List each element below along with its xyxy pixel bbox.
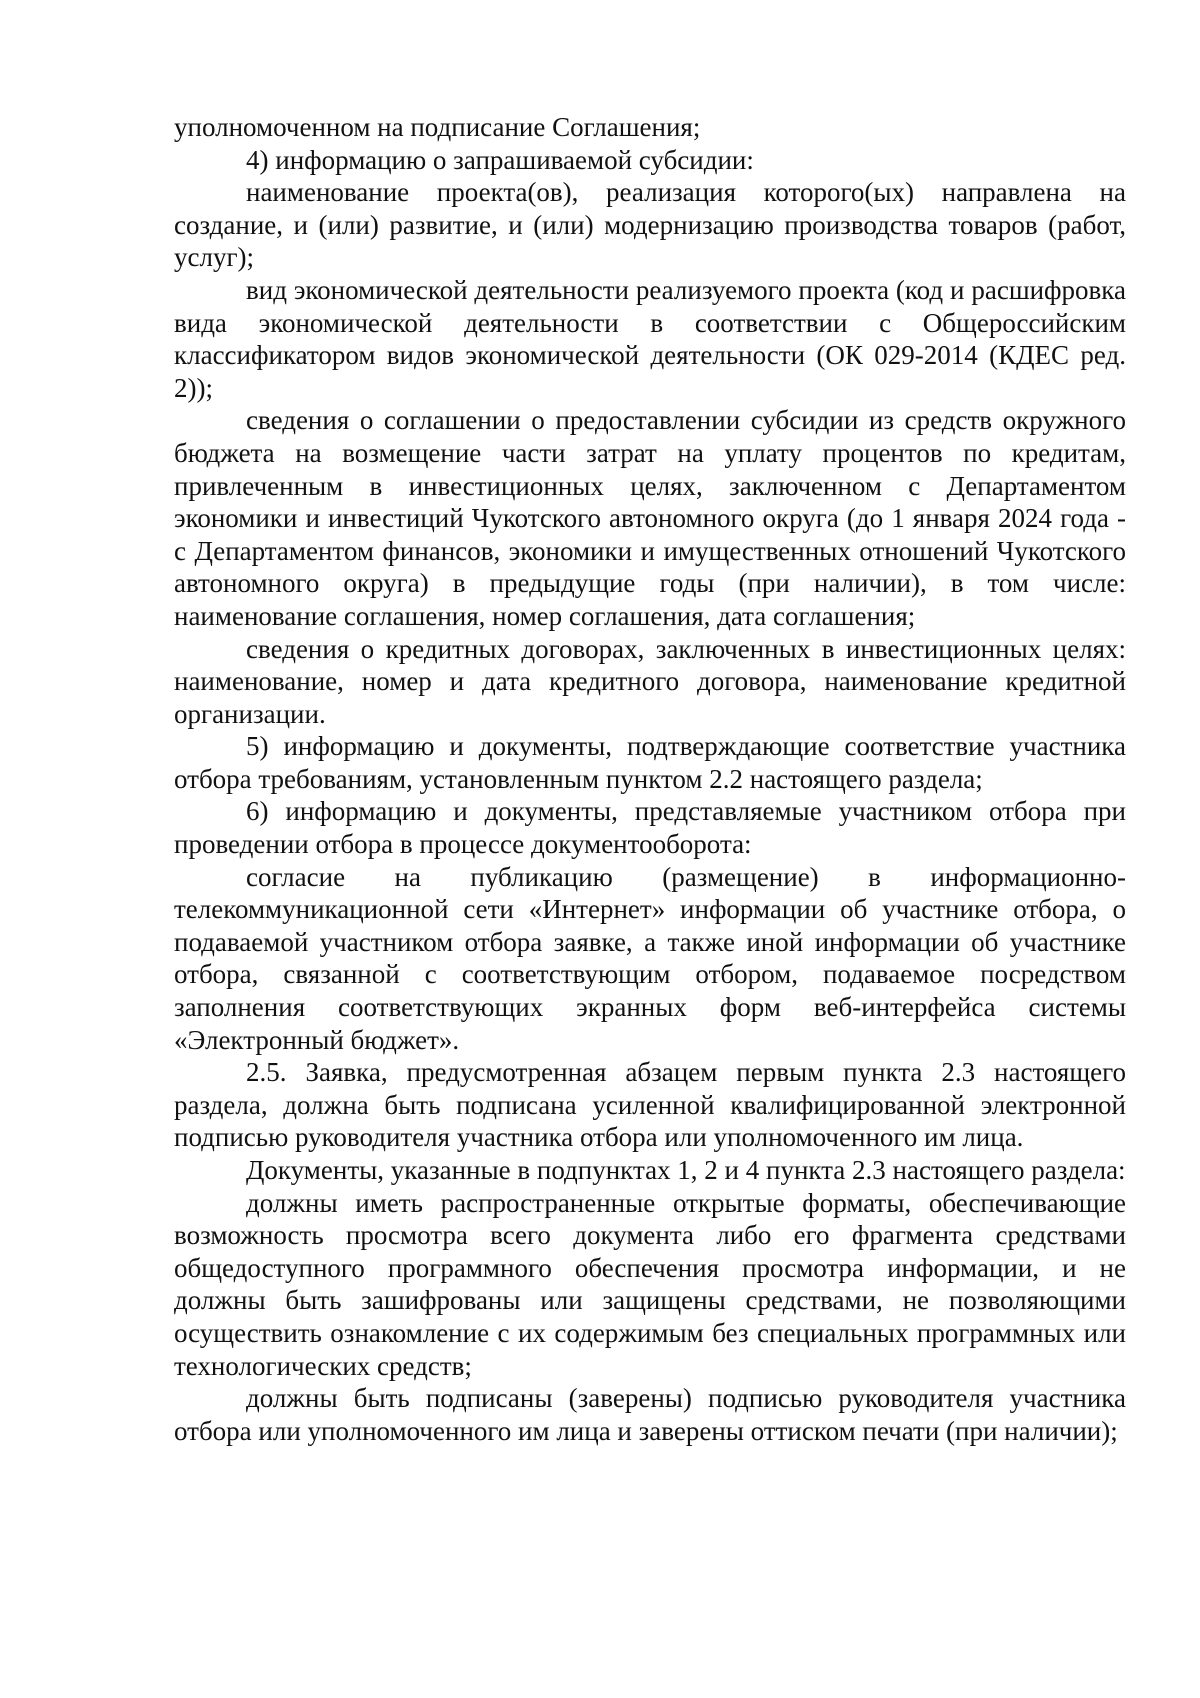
paragraph-formats: должны иметь распространенные открытые форматы, обеспечивающие возможность просмотра всего документа либо его фрагмента средствами общедоступного программного обеспечения просмотра информации, и не должны быть зашифрованы или защищены средствами, не позволяющими осуществить ознакомление с их содержимым без специальных программных или технологических средств; — [174, 1187, 1126, 1381]
paragraph-item-4: 4) информацию о запрашиваемой субсидии: — [246, 144, 754, 175]
paragraph-credit-agreements: сведения о кредитных договорах, заключенных в инвестиционных целях: наименование, номер и дата кредитного договора, наименование кредитной организации. — [174, 633, 1126, 729]
paragraph-item-6: 6) информацию и документы, представляемые участником отбора при проведении отбора в процессе документооборота: — [174, 796, 1126, 860]
paragraph-documents: Документы, указанные в подпунктах 1, 2 и 4 пункта 2.3 настоящего раздела: — [246, 1155, 1126, 1185]
paragraph-activity-type: вид экономической деятельности реализуемого проекта (код и расшифровка вида экономической деятельности в соответствии с Общероссийским классификатором видов экономической деятельности (ОК 029-2014 (КДЕС ред. 2)); — [174, 274, 1126, 403]
paragraph-agreement-info: сведения о соглашении о предоставлении субсидии из средств окружного бюджета на возмещение части затрат на уплату процентов по кредитам, привлеченным в инвестиционных целях, заключенном с Департаментом экономики и инвестиций Чукотского автономного округа (до 1 января 2024 года - с Департаментом финансов, экономики и имущественных отношений Чукотского автономного округа) в предыдущие годы (при наличии), в том числе: наименование соглашения, номер соглашения, дата соглашения; — [174, 405, 1126, 631]
paragraph-continuation: уполномоченном на подписание Соглашения; — [174, 112, 701, 142]
paragraph-item-5: 5) информацию и документы, подтверждающие соответствие участника отбора требованиям, установленным пунктом 2.2 настоящего раздела; — [174, 731, 1126, 794]
paragraph-publication-consent: согласие на публикацию (размещение) в информационно-телекоммуникационной сети «Интернет» информации об участнике отбора, о подаваемой участником отбора заявке, а также иной информации об участнике отбора, связанной с соответствующим отбором, подаваемое посредством заполнения соответствующих экранных форм веб-интерфейса системы «Электронный бюджет». — [174, 861, 1126, 1055]
paragraph-2-5: 2.5. Заявка, предусмотренная абзацем первым пункта 2.3 настоящего раздела, должна быть подписана усиленной квалифицированной электронной подписью руководителя участника отбора или уполномоченного им лица. — [174, 1057, 1126, 1153]
paragraph-project-name: наименование проекта(ов), реализация которого(ых) направлена на создание, и (или) развитие, и (или) модернизацию производства товаров (работ, услуг); — [174, 177, 1126, 273]
document-body — [174, 111, 1126, 1447]
paragraph-signature: должны быть подписаны (заверены) подписью руководителя участника отбора или уполномоченного им лица и заверены оттиском печати (при наличии); — [174, 1383, 1126, 1446]
